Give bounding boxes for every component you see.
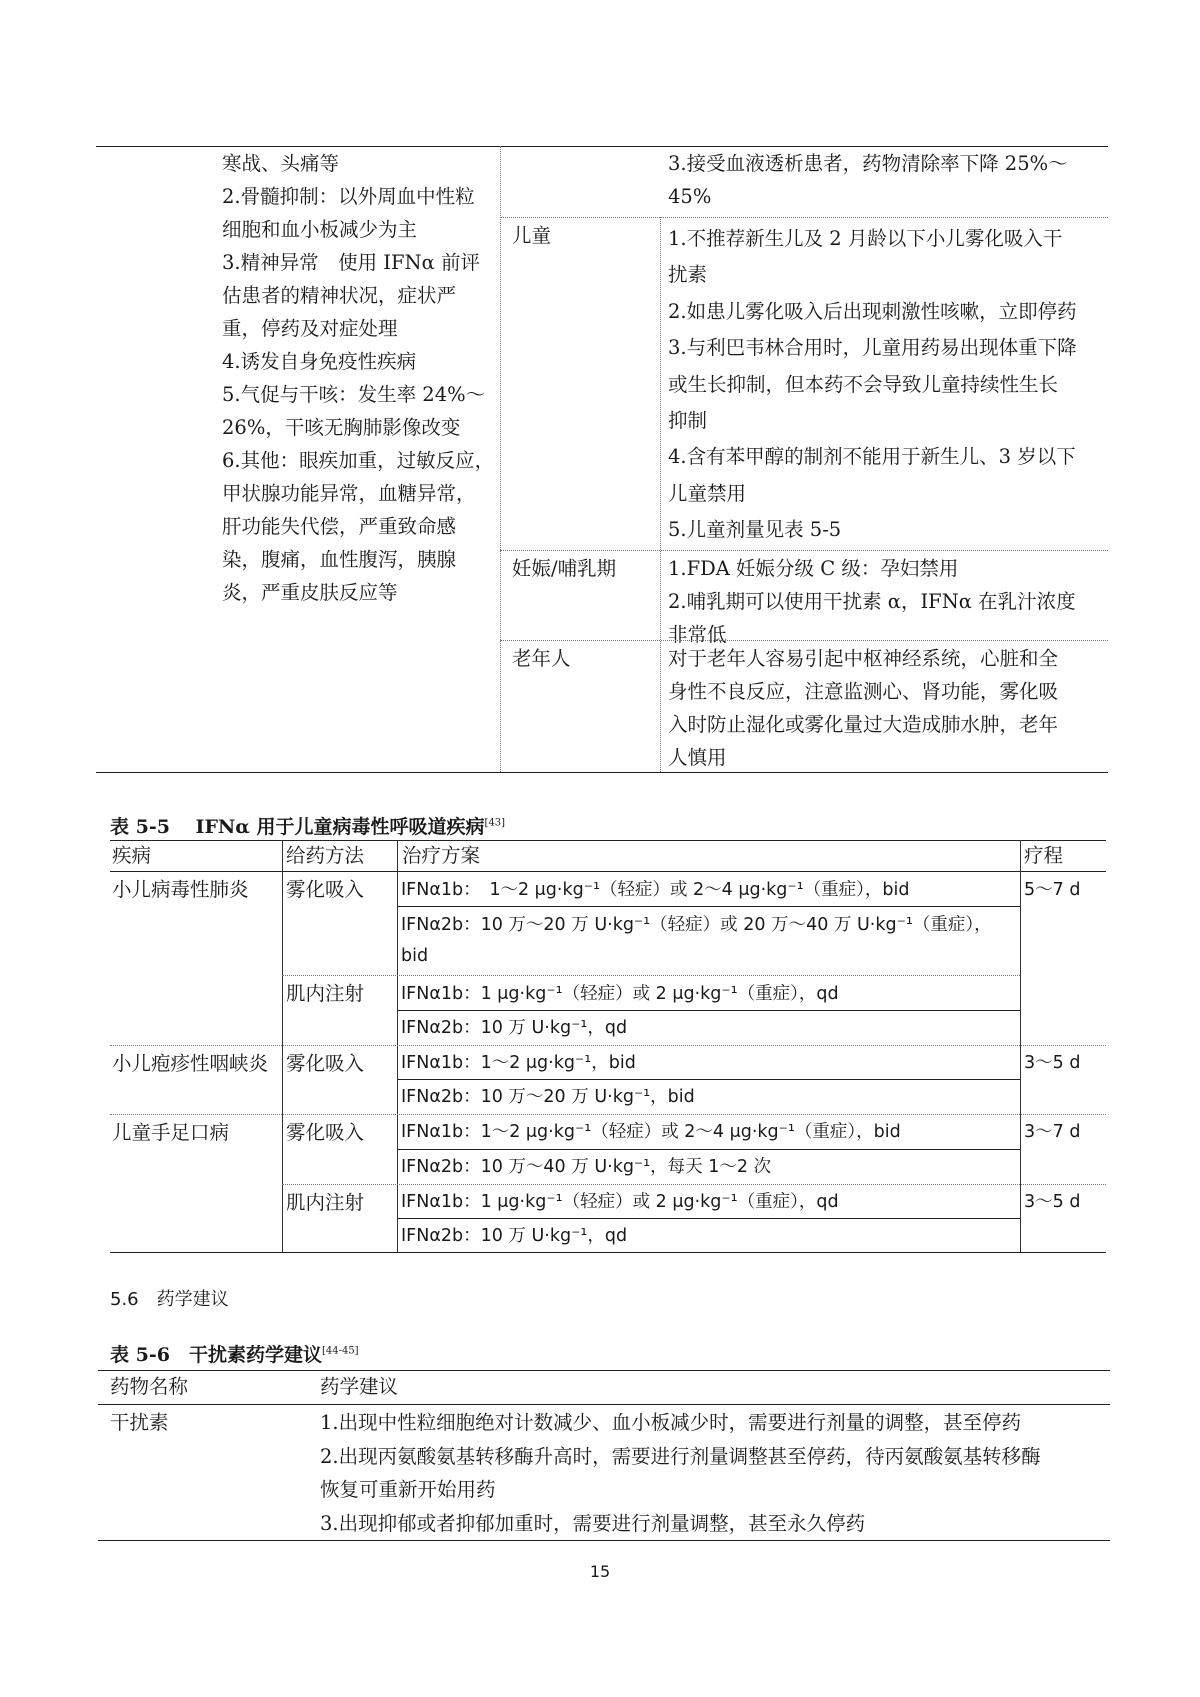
group-label-children: 儿童 [512,224,552,247]
elderly-notes [668,642,1058,774]
course-cell: 5～7 d [1024,880,1081,900]
adverse-line: 染，腹痛，血性腹泻，胰腺 [222,548,457,571]
col-header-course: 疗程 [1024,844,1064,867]
children-notes [668,221,1077,549]
course-cell: 3～5 d [1024,1053,1081,1073]
col-header-disease: 疾病 [112,844,152,867]
top-table-inner-divider [660,217,661,772]
drug-name-cell: 干扰素 [110,1411,169,1434]
note-line: 非常低 [668,623,727,646]
table-5-6-caption [110,1340,359,1367]
disease-cell: 小儿病毒性肺炎 [112,878,249,901]
note-line: 2.哺乳期可以使用干扰素 α，IFNα 在乳汁浓度 [668,590,1076,613]
plan-cell: IFNα2b：10 万～40 万 U·kg⁻¹，每天 1～2 次 [401,1157,772,1177]
adverse-line: 寒战、头痛等 [222,152,340,175]
row-divider [500,217,1108,218]
method-cell: 雾化吸入 [286,1052,365,1075]
method-divider [282,1184,1106,1185]
plan-cell: IFNα2b：10 万 U·kg⁻¹，qd [401,1018,628,1038]
note-line: 1.FDA 妊娠分级 C 级：孕妇禁用 [668,557,959,580]
adverse-line: 3.精神异常 使用 IFNα 前评 [222,251,480,274]
section-heading: 5.6 药学建议 [110,1289,229,1310]
disease-cell: 小儿疱疹性咽峡炎 [112,1052,269,1075]
method-cell: 肌内注射 [286,982,365,1005]
adverse-line: 细胞和血小板减少为主 [222,218,418,241]
adverse-line: 肝功能失代偿，严重致命感 [222,515,457,538]
plan-cell: IFNα1b：1 μg·kg⁻¹（轻症）或 2 μg·kg⁻¹（重症），qd [401,984,839,1004]
note-line: 3.接受血液透析患者，药物清除率下降 25%～ [668,152,1068,175]
page-number: 15 [589,1562,611,1581]
special-population-note [668,147,1068,213]
table-header-rule [110,871,1106,872]
col-header-advice: 药学建议 [320,1375,399,1398]
plan-cell: IFNα1b：1 μg·kg⁻¹（轻症）或 2 μg·kg⁻¹（重症），qd [401,1192,839,1212]
group-divider [110,1114,1106,1115]
note-line: 5.儿童剂量见表 5-5 [668,518,842,542]
row-divider [500,640,1108,641]
adverse-line: 5.气促与干咳：发生率 24%～ [222,383,486,406]
adverse-line: 2.骨髓抑制：以外周血中性粒 [222,185,475,208]
caption-text: 表 5-5 IFNα 用于儿童病毒性呼吸道疾病 [110,816,485,838]
plan-cell: IFNα1b： 1～2 μg·kg⁻¹（轻症）或 2～4 μg·kg⁻¹（重症），bid [401,880,910,900]
plan-divider [397,1149,1020,1150]
note-line: 抑制 [668,409,708,433]
adverse-line: 重，停药及对症处理 [222,317,398,340]
row-divider [500,550,1108,551]
col-divider [1020,840,1021,1252]
group-label-pregnancy: 妊娠/哺乳期 [512,557,617,580]
table-border-top [98,1370,1110,1371]
group-divider [110,1045,1106,1046]
col-divider [397,840,398,1252]
advice-cell [320,1406,1041,1540]
plan-cell: IFNα2b：10 万～20 万 U·kg⁻¹，bid [401,1087,695,1107]
plan-cell [401,909,992,973]
col-divider [282,840,283,1252]
note-line: 入时防止湿化或雾化量过大造成肺水肿，老年 [668,713,1059,736]
note-line: 儿童禁用 [668,481,747,505]
plan-cell: IFNα1b：1～2 μg·kg⁻¹（轻症）或 2～4 μg·kg⁻¹（重症），bid [401,1122,901,1142]
method-divider [282,975,1020,976]
note-line: 对于老年人容易引起中枢神经系统，心脏和全 [668,647,1059,670]
group-label-elderly: 老年人 [512,647,571,670]
plan-line: IFNα2b：10 万～20 万 U·kg⁻¹（轻症）或 20 万～40 万 U·kg⁻¹（重症）， [401,915,992,935]
note-line: 身性不良反应，注意监测心、肾功能，雾化吸 [668,680,1059,703]
caption-text: 表 5-6 干扰素药学建议 [110,1344,322,1366]
adverse-line: 估患者的精神状况，症状严 [222,284,457,307]
method-cell: 雾化吸入 [286,878,365,901]
col-header-method: 给药方法 [286,844,365,867]
table-border-top [110,840,1106,841]
advice-line: 1.出现中性粒细胞绝对计数减少、血小板减少时，需要进行剂量的调整，甚至停药 [320,1411,1022,1434]
table-header-rule [98,1404,1110,1405]
advice-line: 2.出现丙氨酸氨基转移酶升高时，需要进行剂量调整甚至停药，待丙氨酸氨基转移酶 [320,1444,1041,1468]
pregnancy-notes [668,552,1076,651]
method-cell: 肌内注射 [286,1191,365,1214]
adverse-line: 4.诱发自身免疫性疾病 [222,350,417,373]
note-line: 人慎用 [668,746,727,769]
top-table-border-bottom [96,772,1108,773]
adverse-reactions-cell [222,147,494,609]
disease-cell: 儿童手足口病 [112,1121,230,1144]
adverse-line: 甲状腺功能异常，血糖异常， [222,482,476,505]
note-line: 2.如患儿雾化吸入后出现刺激性咳嗽，立即停药 [668,299,1077,323]
note-line: 3.与利巴韦林合用时，儿童用药易出现体重下降 [668,336,1077,360]
plan-line: bid [401,946,429,966]
note-line: 或生长抑制，但本药不会导致儿童持续性生长 [668,372,1059,396]
top-table-col-divider [500,146,501,772]
note-line: 4.含有苯甲醇的制剂不能用于新生儿、3 岁以下 [668,445,1076,469]
adverse-line: 炎，严重皮肤反应等 [222,581,398,604]
course-cell: 3～7 d [1024,1122,1081,1142]
note-line: 扰素 [668,263,708,287]
plan-cell: IFNα2b：10 万 U·kg⁻¹，qd [401,1226,628,1246]
col-header-drug: 药物名称 [110,1375,189,1398]
table-5-5-caption [110,812,505,839]
caption-ref: [43] [484,817,506,829]
plan-cell: IFNα1b：1～2 μg·kg⁻¹，bid [401,1053,636,1073]
caption-ref: [44-45] [321,1345,359,1357]
adverse-line: 26%，干咳无胸肺影像改变 [222,416,461,439]
table-border-bottom [98,1540,1110,1541]
adverse-line: 6.其他：眼疾加重，过敏反应， [222,449,495,472]
advice-line: 恢复可重新开始用药 [320,1478,496,1501]
method-cell: 雾化吸入 [286,1121,365,1144]
course-cell: 3～5 d [1024,1192,1081,1212]
col-header-plan: 治疗方案 [402,844,481,867]
note-line: 1.不推荐新生儿及 2 月龄以下小儿雾化吸入干 [668,227,1063,250]
note-line: 45% [668,185,712,208]
advice-line: 3.出现抑郁或者抑郁加重时，需要进行剂量调整，甚至永久停药 [320,1511,866,1535]
